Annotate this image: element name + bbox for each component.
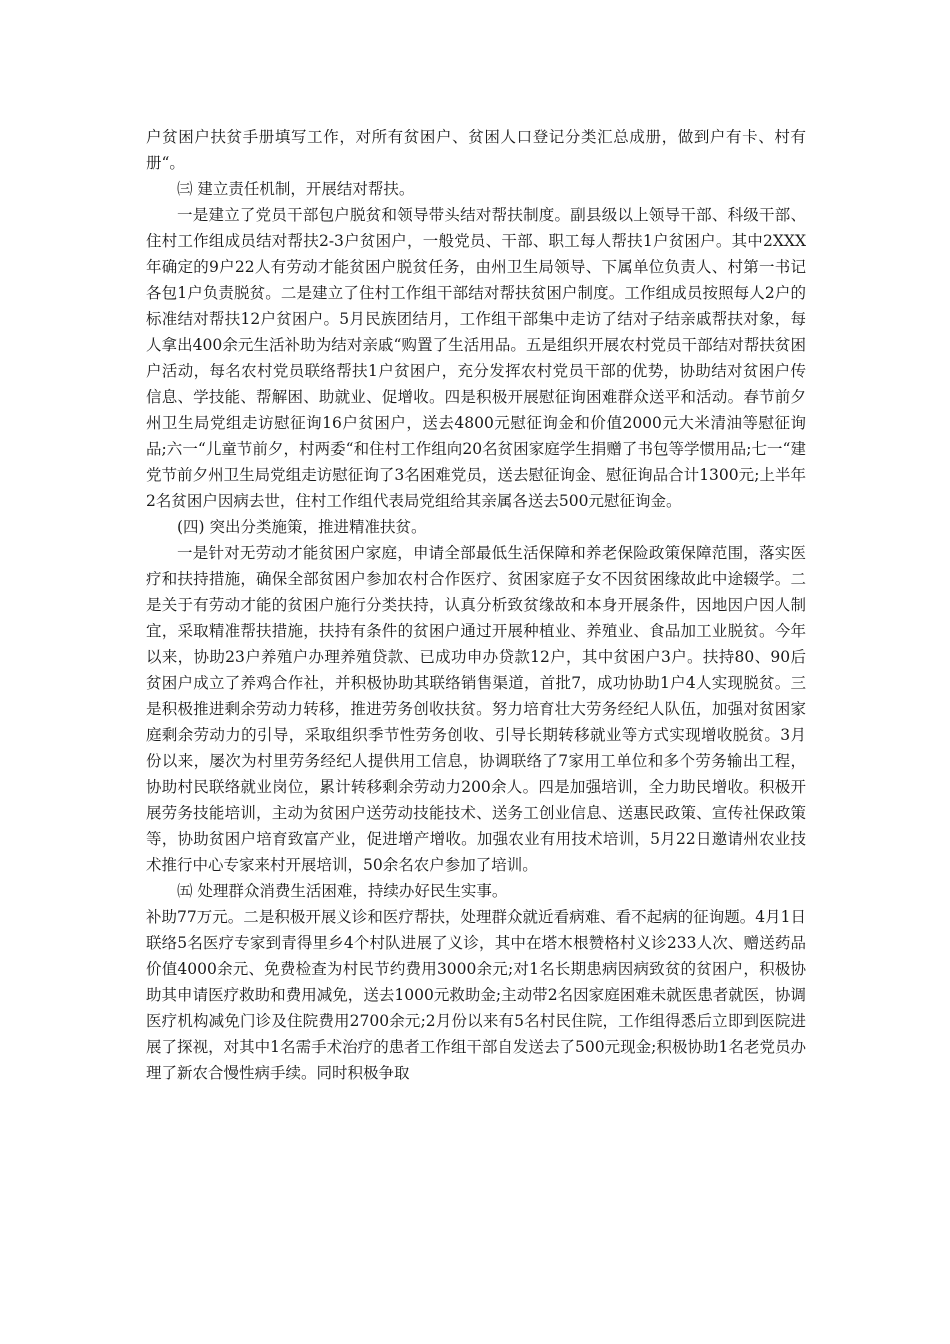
paragraph-responsibility: 一是建立了党员干部包户脱贫和领导带头结对帮扶制度。副县级以上领导干部、科级干部、住村工作组成员结对帮扶2-3户贫困户，一般党员、干部、职工每人帮扶1户贫困户。其中2XXX年确定的9户22人有劳动才能贫困户脱贫任务，由州卫生局领导、下属单位负责人、村第一书记各包1户负责脱贫。二是建立了住村工作组干部结对帮扶贫困户制度。工作组成员按照每人2户的标准结对帮扶12户贫困户。5月民族团结月，工作组干部集中走访了结对子结亲戚帮扶对象，每人拿出400余元生活补助为结对亲戚“购置了生活用品。五是组织开展农村党员干部结对帮扶贫困户活动，每名农村党员联络帮扶1户贫困户，充分发挥农村党员干部的优势，协助结对贫困户传信息、学技能、帮解困、助就业、促增收。四是积极开展慰征询困难群众送平和活动。春节前夕州卫生局党组走访慰征询16户贫困户，送去4800元慰征询金和价值2000元大米清油等慰征询品;六一“儿童节前夕，村两委“和住村工作组向20名贫困家庭学生捐赠了书包等学惯用品;七一“建党节前夕州卫生局党组走访慰征询了3名困难党员，送去慰征询金、慰征询品合计1300元;上半年2名贫困户因病去世，住村工作组代表局党组给其亲属各送去500元慰征询金。 — [146, 206, 806, 510]
paragraph-precision-poverty: 一是针对无劳动才能贫困户家庭，申请全部最低生活保障和养老保险政策保障范围，落实医疗和扶持措施，确保全部贫困户参加农村合作医疗、贫困家庭子女不因贫困缘故此中途辍学。二是关于有劳动才能的贫困户施行分类扶持，认真分析致贫缘故和本身开展条件，因地因户因人制宜，采取精准帮扶措施，扶持有条件的贫困户通过开展种植业、养殖业、食品加工业脱贫。今年以来，协助23户养殖户办理养殖贷款、已成功申办贷款12户，其中贫困户3户。扶持80、90后贫困户成立了养鸡合作社，并积极协助其联络销售渠道，首批7，成功协助1户4人实现脱贫。三是积极推进剩余劳动力转移，推进劳务创收扶贫。努力培育壮大劳务经纪人队伍，加强对贫困家庭剩余劳动力的引导，采取组织季节性劳务创收、引导长期转移就业等方式实现增收脱贫。3月份以来，屡次为村里劳务经纪人提供用工信息，协调联络了7家用工单位和多个劳务输出工程，协助村民联络就业岗位，累计转移剩余劳动力200余人。四是加强培训，全力助民增收。积极开展劳务技能培训，主动为贫困户送劳动技能技术、送务工创业信息、送惠民政策、宣传社保政策等，协助贫困户培育致富产业，促进增产增收。加强农业有用技术培训，5月22日邀请州农业技术推行中心专家来村开展培训，50余名农户参加了培训。 — [146, 544, 806, 874]
section-heading-3: ㈢ 建立责任机制，开展结对帮扶。 — [177, 180, 415, 198]
document-body — [146, 124, 806, 1086]
paragraph-continuation: 户贫困户扶贫手册填写工作，对所有贫困户、贫困人口登记分类汇总成册，做到户有卡、村有册“。 — [146, 128, 806, 172]
paragraph-medical-aid: 补助77万元。二是积极开展义诊和医疗帮扶，处理群众就近看病难、看不起病的征询题。4月1日联络5名医疗专家到青得里乡4个村队进展了义诊，其中在塔木根赞格村义诊233人次、赠送药品价值4000余元、免费检查为村民节约费用3000余元;对1名长期患病因病致贫的贫困户，积极协助其申请医疗救助和费用减免，送去1000元救助金;主动带2名因家庭困难未就医患者就医，协调医疗机构减免门诊及住院费用2700余元;2月份以来有5名村民住院，工作组得悉后立即到医院进展了探视，对其中1名需手术治疗的患者工作组干部自发送去了500元现金;积极协助1名老党员办理了新农合慢性病手续。同时积极争取 — [146, 908, 806, 1082]
section-heading-4: (四) 突出分类施策，推进精准扶贫。 — [177, 518, 427, 536]
section-heading-5: ㈤ 处理群众消费生活困难，持续办好民生实事。 — [177, 882, 508, 900]
